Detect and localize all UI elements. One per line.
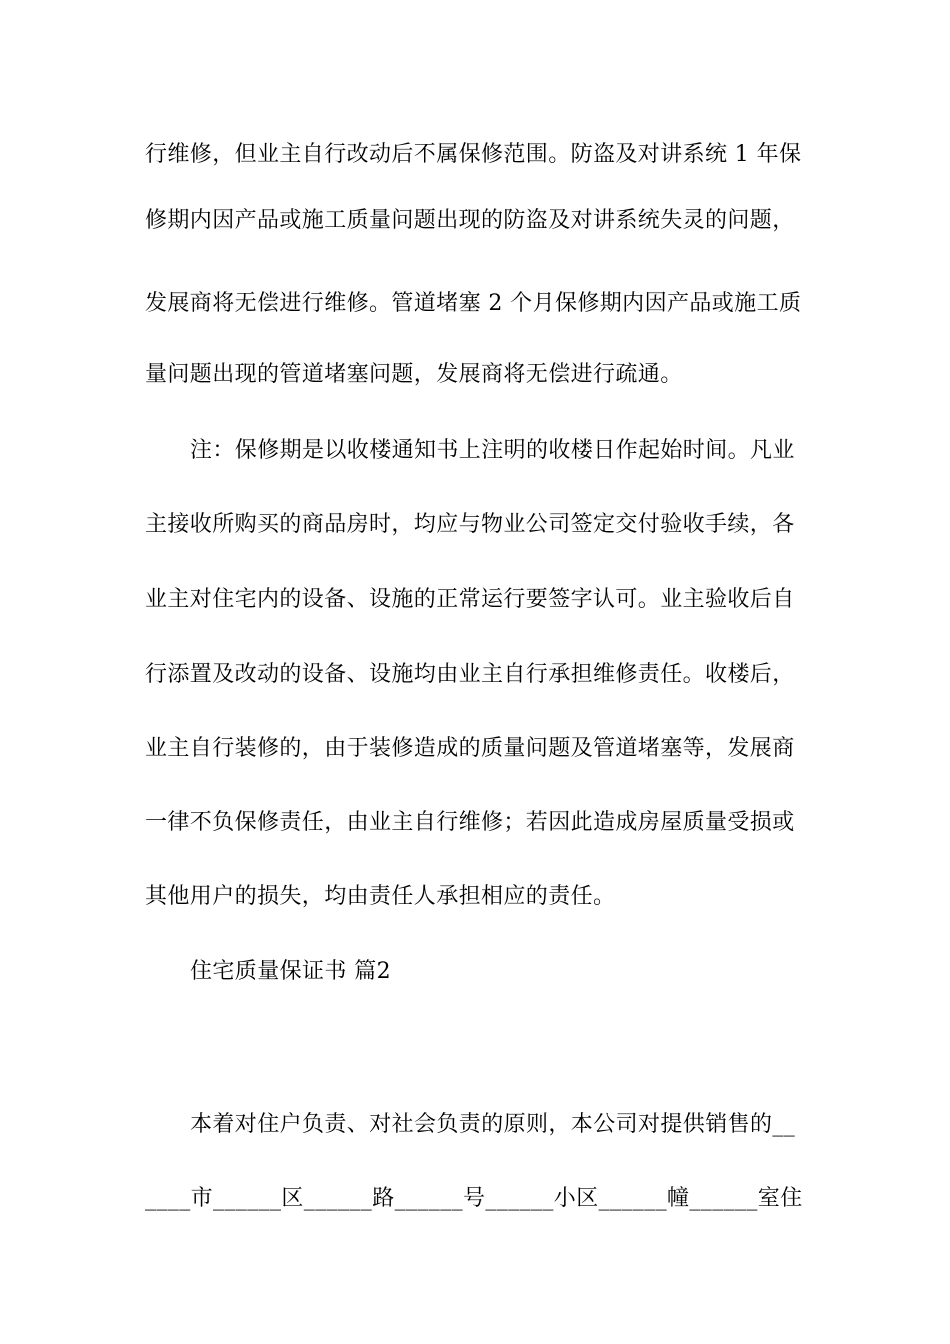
- paragraph-line: ____市______区______路______号______小区______幢______室住: [145, 1186, 803, 1211]
- paragraph-line: 一律不负保修责任，由业主自行维修；若因此造成房屋质量受损或: [145, 810, 795, 835]
- section-heading: 住宅质量保证书 篇2: [190, 959, 391, 984]
- paragraph-line: 量问题出现的管道堵塞问题，发展商将无偿进行疏通。: [145, 362, 683, 387]
- paragraph-line: 发展商将无偿进行维修。管道堵塞 2 个月保修期内因产品或施工质: [145, 291, 802, 316]
- paragraph-line: 本着对住户负责、对社会负责的原则，本公司对提供销售的__: [190, 1112, 796, 1137]
- note-paragraph-line: 注：保修期是以收楼通知书上注明的收楼日作起始时间。凡业: [190, 438, 795, 463]
- paragraph-line: 其他用户的损失，均由责任人承担相应的责任。: [145, 884, 616, 909]
- paragraph-line: 行添置及改动的设备、设施均由业主自行承担维修责任。收楼后，: [145, 662, 795, 687]
- paragraph-line: 业主对住宅内的设备、设施的正常运行要签字认可。业主验收后自: [145, 587, 795, 612]
- paragraph-line: 行维修，但业主自行改动后不属保修范围。防盗及对讲系统 1 年保: [145, 142, 802, 167]
- paragraph-line: 修期内因产品或施工质量问题出现的防盗及对讲系统失灵的问题，: [145, 208, 795, 233]
- paragraph-line: 业主自行装修的，由于装修造成的质量问题及管道堵塞等，发展商: [145, 736, 795, 761]
- paragraph-line: 主接收所购买的商品房时，均应与物业公司签定交付验收手续，各: [145, 512, 795, 537]
